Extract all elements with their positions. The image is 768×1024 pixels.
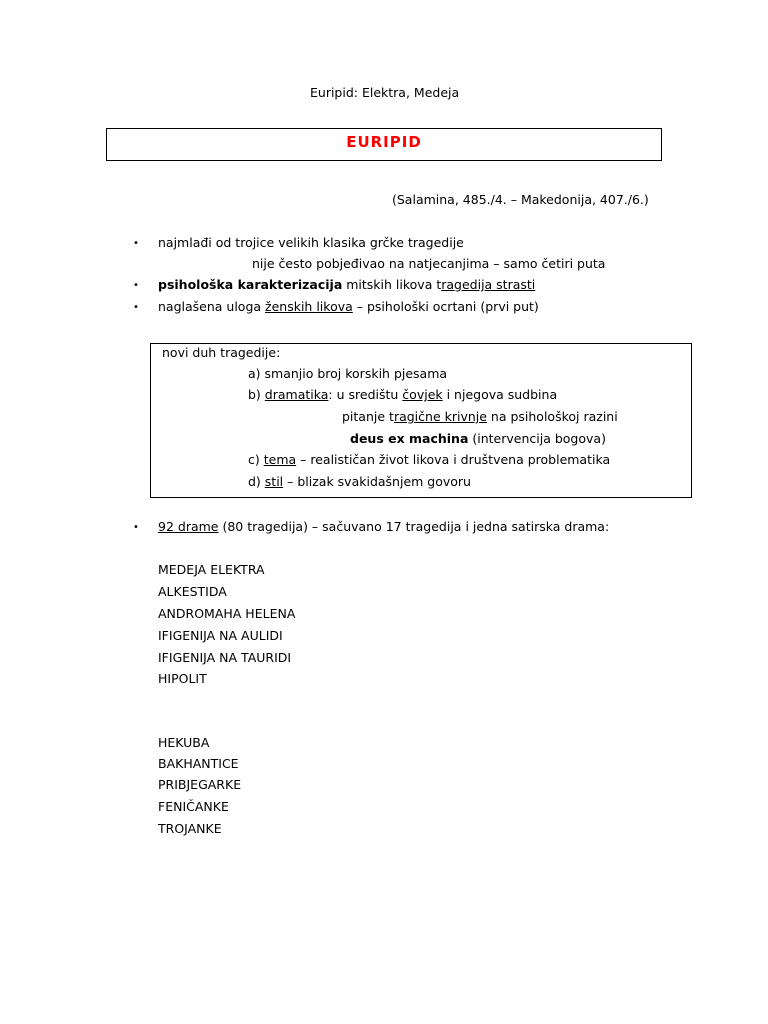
- drama-list-item: HEKUBA: [158, 735, 210, 750]
- bullet-marker: •: [133, 238, 139, 249]
- drama-list-item: MEDEJA ELEKTRA: [158, 562, 265, 577]
- box-heading: novi duh tragedije:: [162, 345, 281, 360]
- underlined-phrase: čovjek: [402, 387, 443, 402]
- underlined-phrase: tema: [263, 452, 297, 467]
- text-segment: na psihološkoj razini: [486, 409, 618, 424]
- underlined-phrase: ragedija strasti: [441, 277, 536, 292]
- box-item-d: [248, 474, 471, 490]
- bullet-1: najmlađi od trojice velikih klasika grčke tragedije: [158, 235, 464, 250]
- box-item-c: [248, 452, 610, 468]
- underlined-phrase: ženskih likova: [265, 299, 353, 314]
- underlined-phrase: stil: [264, 474, 284, 489]
- drama-list-item: ANDROMAHA HELENA: [158, 606, 296, 621]
- drama-list-item: BAKHANTICE: [158, 756, 239, 771]
- bullet-3: [158, 299, 539, 315]
- text-segment: d): [248, 474, 265, 489]
- bullet-2: [158, 277, 535, 293]
- underlined-phrase: ragične krivnje: [393, 409, 487, 424]
- dramas-bullet: [158, 519, 609, 535]
- bold-phrase: psihološka karakterizacija: [158, 277, 343, 292]
- text-segment: (80 tragedija) – sačuvano 17 tragedija i jedna satirska drama:: [218, 519, 610, 534]
- text-segment: c): [248, 452, 264, 467]
- text-segment: (intervencija bogova): [468, 431, 606, 446]
- text-segment: naglašena uloga: [158, 299, 266, 314]
- bullet-1-continuation: nije često pobjeđivao na natjecanjima – samo četiri puta: [252, 256, 606, 271]
- text-segment: pitanje t: [342, 409, 394, 424]
- drama-list-item: ALKESTIDA: [158, 584, 227, 599]
- drama-list-item: FENIČANKE: [158, 799, 229, 814]
- bullet-marker: •: [133, 302, 139, 313]
- drama-list-item: HIPOLIT: [158, 671, 207, 686]
- text-segment: – blizak svakidašnjem govoru: [283, 474, 471, 489]
- drama-list-item: IFIGENIJA NA TAURIDI: [158, 650, 292, 665]
- text-segment: : u središtu: [328, 387, 403, 402]
- document-title: EURIPID: [346, 133, 422, 151]
- underlined-phrase: dramatika: [264, 387, 329, 402]
- bold-phrase: deus ex machina: [350, 431, 469, 446]
- document-header: Euripid: Elektra, Medeja: [310, 85, 460, 100]
- title-box: [106, 128, 662, 161]
- text-segment: – realističan život likova i društvena problematika: [296, 452, 611, 467]
- author-dates: (Salamina, 485./4. – Makedonija, 407./6.): [392, 192, 649, 207]
- box-item-a: a) smanjio broj korskih pjesama: [248, 366, 448, 381]
- text-segment: – psihološki ocrtani (prvi put): [352, 299, 539, 314]
- text-segment: mitskih likova t: [342, 277, 442, 292]
- bullet-marker: •: [133, 522, 139, 533]
- text-segment: i njegova sudbina: [442, 387, 558, 402]
- bullet-marker: •: [133, 280, 139, 291]
- box-item-b-line2: [342, 409, 618, 425]
- drama-list-item: PRIBJEGARKE: [158, 777, 242, 792]
- box-item-b-line3: [350, 431, 606, 447]
- text-segment: b): [248, 387, 265, 402]
- underlined-phrase: 92 drame: [158, 519, 219, 534]
- drama-list-item: IFIGENIJA NA AULIDI: [158, 628, 283, 643]
- drama-list-item: TROJANKE: [158, 821, 222, 836]
- box-item-b: [248, 387, 557, 403]
